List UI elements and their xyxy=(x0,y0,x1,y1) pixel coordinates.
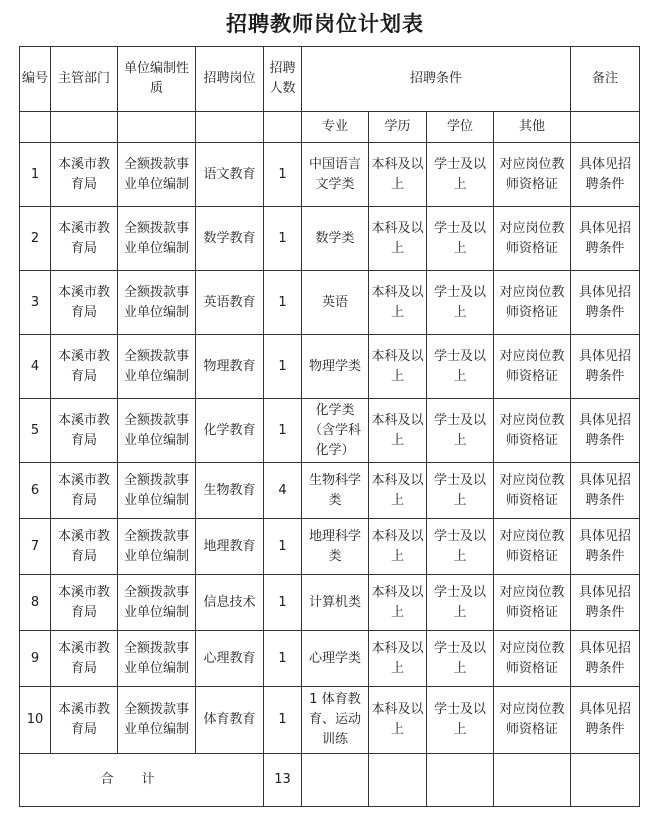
cell-post: 物理教育 xyxy=(196,335,264,399)
cell-nature: 全额拨款事业单位编制 xyxy=(118,463,196,519)
cell-post: 化学教育 xyxy=(196,399,264,463)
cell-remark: 具体见招聘条件 xyxy=(571,399,640,463)
cell-dept: 本溪市教育局 xyxy=(51,575,118,631)
cell-nature: 全额拨款事业单位编制 xyxy=(118,271,196,335)
cell-edu: 本科及以上 xyxy=(369,271,427,335)
cell-major: 英语 xyxy=(302,271,369,335)
cell-remark: 具体见招聘条件 xyxy=(571,687,640,754)
subheader-empty xyxy=(196,112,264,143)
cell-remark: 具体见招聘条件 xyxy=(571,271,640,335)
cell-other: 对应岗位教师资格证 xyxy=(494,399,571,463)
cell-major: 计算机类 xyxy=(302,575,369,631)
header-dept: 主管部门 xyxy=(51,47,118,112)
cell-nature: 全额拨款事业单位编制 xyxy=(118,519,196,575)
cell-other: 对应岗位教师资格证 xyxy=(494,631,571,687)
cell-nature: 全额拨款事业单位编制 xyxy=(118,687,196,754)
cell-dept: 本溪市教育局 xyxy=(51,207,118,271)
cell-nature: 全额拨款事业单位编制 xyxy=(118,207,196,271)
header-no: 编号 xyxy=(20,47,51,112)
cell-major: 数学类 xyxy=(302,207,369,271)
cell-no: 4 xyxy=(20,335,51,399)
cell-degree: 学士及以上 xyxy=(427,519,494,575)
cell-count: 1 xyxy=(264,687,302,754)
cell-degree: 学士及以上 xyxy=(427,143,494,207)
cell-post: 信息技术 xyxy=(196,575,264,631)
cell-count: 1 xyxy=(264,143,302,207)
cell-dept: 本溪市教育局 xyxy=(51,687,118,754)
cell-count: 1 xyxy=(264,519,302,575)
cell-other: 对应岗位教师资格证 xyxy=(494,271,571,335)
table-row xyxy=(20,207,640,271)
cell-other: 对应岗位教师资格证 xyxy=(494,687,571,754)
cell-dept: 本溪市教育局 xyxy=(51,399,118,463)
cell-degree: 学士及以上 xyxy=(427,271,494,335)
cell-no: 7 xyxy=(20,519,51,575)
cell-dept: 本溪市教育局 xyxy=(51,631,118,687)
cell-other: 对应岗位教师资格证 xyxy=(494,335,571,399)
cell-edu: 本科及以上 xyxy=(369,575,427,631)
table-row xyxy=(20,335,640,399)
cell-no: 1 xyxy=(20,143,51,207)
table-row xyxy=(20,575,640,631)
cell-no: 2 xyxy=(20,207,51,271)
cell-post: 数学教育 xyxy=(196,207,264,271)
table-row xyxy=(20,399,640,463)
subheader-degree: 学位 xyxy=(427,112,494,143)
recruitment-plan-table xyxy=(19,46,640,807)
cell-degree: 学士及以上 xyxy=(427,463,494,519)
total-empty-cell xyxy=(494,754,571,807)
subheader-empty xyxy=(571,112,640,143)
cell-post: 地理教育 xyxy=(196,519,264,575)
total-empty-cell xyxy=(427,754,494,807)
cell-other: 对应岗位教师资格证 xyxy=(494,207,571,271)
subheader-other: 其他 xyxy=(494,112,571,143)
cell-count: 1 xyxy=(264,207,302,271)
cell-degree: 学士及以上 xyxy=(427,399,494,463)
cell-nature: 全额拨款事业单位编制 xyxy=(118,575,196,631)
cell-no: 8 xyxy=(20,575,51,631)
cell-degree: 学士及以上 xyxy=(427,575,494,631)
cell-other: 对应岗位教师资格证 xyxy=(494,143,571,207)
cell-edu: 本科及以上 xyxy=(369,631,427,687)
cell-dept: 本溪市教育局 xyxy=(51,143,118,207)
cell-no: 3 xyxy=(20,271,51,335)
cell-remark: 具体见招聘条件 xyxy=(571,335,640,399)
cell-major: 化学类（含学科化学） xyxy=(302,399,369,463)
page-title: 招聘教师岗位计划表 xyxy=(226,12,424,36)
cell-nature: 全额拨款事业单位编制 xyxy=(118,631,196,687)
cell-edu: 本科及以上 xyxy=(369,143,427,207)
subheader-edu: 学历 xyxy=(369,112,427,143)
subheader-empty xyxy=(264,112,302,143)
cell-nature: 全额拨款事业单位编制 xyxy=(118,335,196,399)
total-empty-cell xyxy=(571,754,640,807)
cell-major: 中国语言文学类 xyxy=(302,143,369,207)
cell-degree: 学士及以上 xyxy=(427,207,494,271)
subheader-empty xyxy=(20,112,51,143)
cell-no: 10 xyxy=(20,687,51,754)
cell-edu: 本科及以上 xyxy=(369,335,427,399)
cell-no: 5 xyxy=(20,399,51,463)
cell-remark: 具体见招聘条件 xyxy=(571,631,640,687)
cell-remark: 具体见招聘条件 xyxy=(571,519,640,575)
table-row xyxy=(20,519,640,575)
cell-edu: 本科及以上 xyxy=(369,463,427,519)
cell-other: 对应岗位教师资格证 xyxy=(494,519,571,575)
cell-dept: 本溪市教育局 xyxy=(51,335,118,399)
cell-degree: 学士及以上 xyxy=(427,631,494,687)
table-row xyxy=(20,271,640,335)
header-row xyxy=(20,47,640,112)
cell-post: 体育教育 xyxy=(196,687,264,754)
total-empty-cell xyxy=(302,754,369,807)
cell-post: 语文教育 xyxy=(196,143,264,207)
cell-count: 1 xyxy=(264,271,302,335)
cell-no: 9 xyxy=(20,631,51,687)
header-count: 招聘人数 xyxy=(264,47,302,112)
cell-nature: 全额拨款事业单位编制 xyxy=(118,143,196,207)
cell-count: 4 xyxy=(264,463,302,519)
header-post: 招聘岗位 xyxy=(196,47,264,112)
subheader-empty xyxy=(118,112,196,143)
cell-dept: 本溪市教育局 xyxy=(51,463,118,519)
subheader-empty xyxy=(51,112,118,143)
cell-edu: 本科及以上 xyxy=(369,207,427,271)
table-row xyxy=(20,687,640,754)
cell-no: 6 xyxy=(20,463,51,519)
cell-post: 生物教育 xyxy=(196,463,264,519)
total-empty-cell xyxy=(369,754,427,807)
cell-edu: 本科及以上 xyxy=(369,399,427,463)
cell-remark: 具体见招聘条件 xyxy=(571,143,640,207)
cell-count: 1 xyxy=(264,399,302,463)
cell-remark: 具体见招聘条件 xyxy=(571,207,640,271)
cell-dept: 本溪市教育局 xyxy=(51,519,118,575)
cell-major: 心理学类 xyxy=(302,631,369,687)
cell-major: 物理学类 xyxy=(302,335,369,399)
cell-dept: 本溪市教育局 xyxy=(51,271,118,335)
cell-remark: 具体见招聘条件 xyxy=(571,575,640,631)
total-count: 13 xyxy=(264,754,302,807)
cell-count: 1 xyxy=(264,575,302,631)
cell-edu: 本科及以上 xyxy=(369,519,427,575)
subheader-major: 专业 xyxy=(302,112,369,143)
table-row xyxy=(20,631,640,687)
cell-nature: 全额拨款事业单位编制 xyxy=(118,399,196,463)
cell-other: 对应岗位教师资格证 xyxy=(494,463,571,519)
table-row xyxy=(20,143,640,207)
cell-major: 生物科学类 xyxy=(302,463,369,519)
total-label: 合计 xyxy=(20,754,264,807)
cell-count: 1 xyxy=(264,631,302,687)
cell-post: 英语教育 xyxy=(196,271,264,335)
header-nature: 单位编制性质 xyxy=(118,47,196,112)
cell-degree: 学士及以上 xyxy=(427,335,494,399)
total-row xyxy=(20,754,640,807)
cell-major: 1 体育教育、运动训练 xyxy=(302,687,369,754)
header-remark: 备注 xyxy=(571,47,640,112)
table-row xyxy=(20,463,640,519)
cell-degree: 学士及以上 xyxy=(427,687,494,754)
header-conditions: 招聘条件 xyxy=(302,47,571,112)
cell-other: 对应岗位教师资格证 xyxy=(494,575,571,631)
cell-remark: 具体见招聘条件 xyxy=(571,463,640,519)
cell-count: 1 xyxy=(264,335,302,399)
subheader-row xyxy=(20,112,640,143)
cell-edu: 本科及以上 xyxy=(369,687,427,754)
cell-major: 地理科学类 xyxy=(302,519,369,575)
cell-post: 心理教育 xyxy=(196,631,264,687)
